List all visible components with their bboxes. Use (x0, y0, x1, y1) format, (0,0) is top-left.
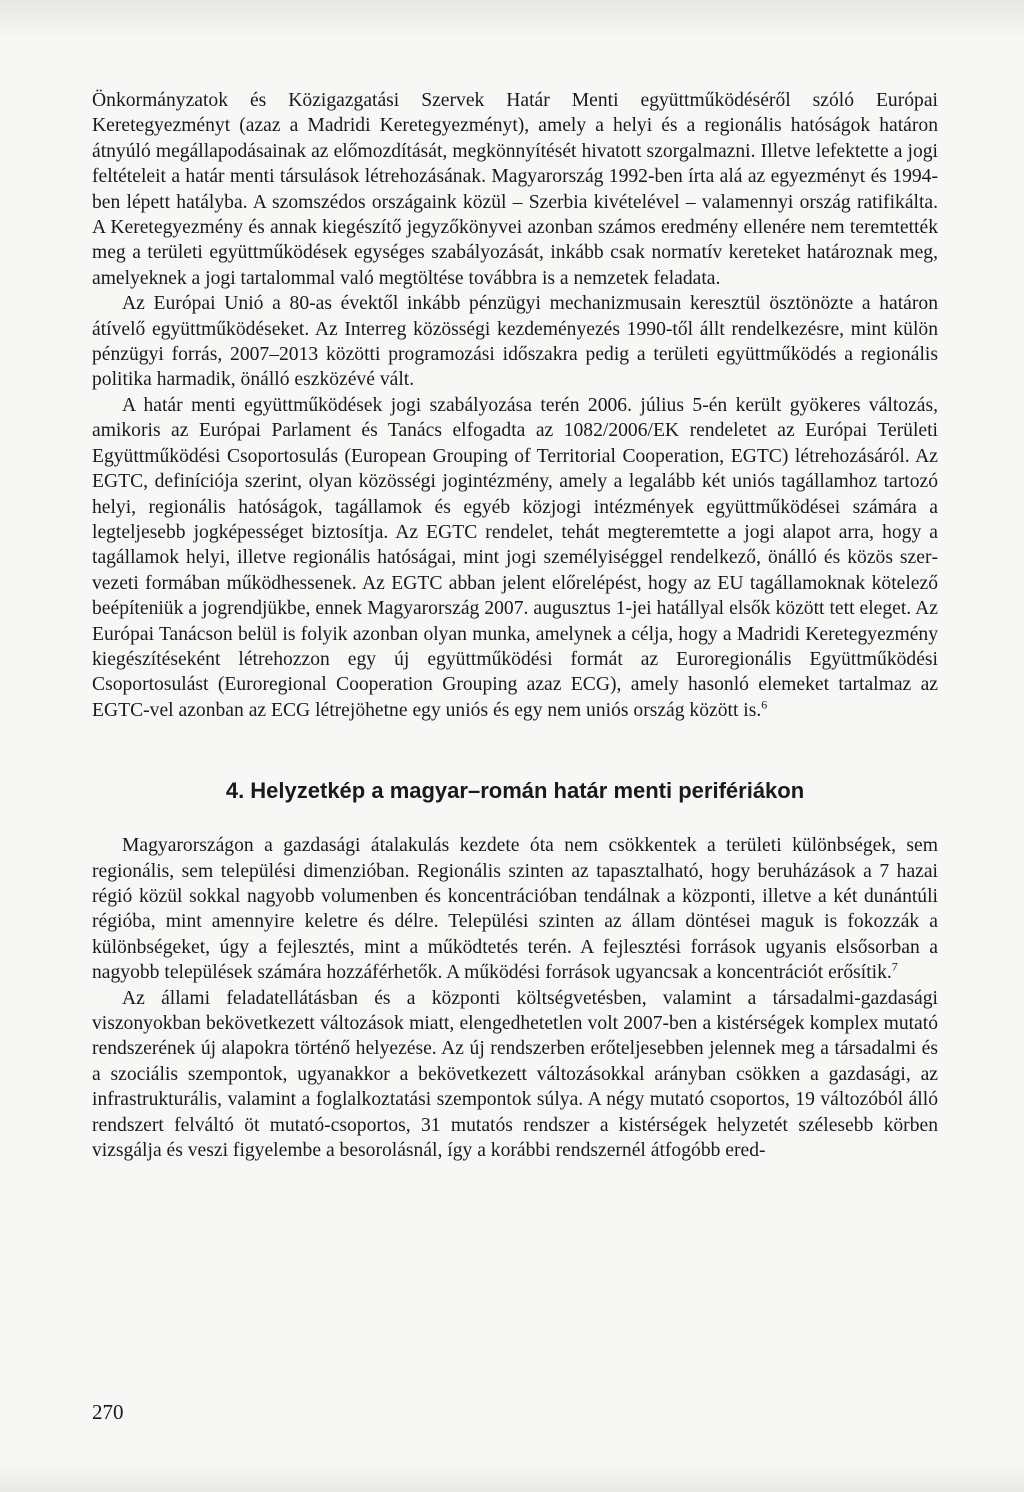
paragraph-3 (92, 393, 938, 723)
paragraph-4 (92, 833, 938, 985)
page-number: 270 (92, 1400, 124, 1424)
section-heading: 4. Helyzetkép a magyar–román határ menti perifériákon (225, 778, 805, 804)
paragraph-4-text: Magyarországon a gazdasági átalakulás kezdete óta nem csökkentek a területi különbségek, sem regionális, sem települési dimenzióban. Regionális szinten az tapasztalható, hogy beruházások a 7 hazai régió közül sokkal nagyobb volumenben és koncentrációban tendálnak a központi, illetve a két dunántúli régióba, mint amennyire keletre és délre. Települési szinten az állam döntései maguk is fokozzák a különbségeket, úgy a fejlesztés, mint a működtetés terén. A fejlesztési források ugyanis elsősorban a nagyobb települések számára hozzáférhetők. A működési források ugyancsak a koncentrációt erősítik. (92, 835, 938, 984)
paragraph-1: Önkormányzatok és Közigazgatási Szervek Határ Menti együttműködéséről szóló Európai Keretegyezményt (azaz a Madridi Keretegyezményt), amely a helyi és a regionális hatóságok határon átnyúló megállapodásainak az előmozdítását, megkönnyítését hivatott szorgalmazni. Illetve lefektette a jogi feltételeit a határ menti társulások létrehozásának. Magyarország 1992-ben írta alá az egyezményt és 1994-ben lépett hatályba. A szomszédos országaink közül – Szerbia kivételével – valamennyi ország ratifikálta. A Keretegyezmény és annak kiegészítő jegyzőkönyvei azonban számos eredmény ellenére nem teremtették meg a területi együttműködések egységes szabályozását, inkább csak normatív kereteket határoznak meg, amelyeknek a jogi tartalommal való megtöltése továbbra is a nemzetek feladata. (92, 90, 938, 289)
document-page (92, 88, 938, 1163)
paragraph-2: Az Európai Unió a 80-as évektől inkább pénzügyi mechanizmusain keresztül ösztönözte a határon átívelő együttműködéseket. Az Interreg közösségi kezdeményezés 1990-től állt rendelkezésre, mint külön pénzügyi forrás, 2007–2013 közötti programozási időszakra pedig a területi együttműködés a regionális politika harmadik, önálló eszközévé vált. (92, 293, 938, 391)
paragraph-3-text: A határ menti együttműködések jogi szabályozása terén 2006. július 5-én került gyökeres változás, amikoris az Európai Parlament és Tanács elfogadta az 1082/2006/EK rendeletet az Európai Területi Együttműködési Csoportosulás (European Grouping of Territorial Cooperation, EGTC) létrehozásáról. Az EGTC, definíciója szerint, olyan közösségi jogintézmény, amely a legalább két uniós tagállamhoz tartozó helyi, regionális hatóságok, tagállamok és egyéb közjogi intézmények együttműködései számára a legteljesebb jogképességet biztosítja. Az EGTC rendelet, tehát megteremtette a jogi alapot arra, hogy a tagállamok helyi, illetve regionális hatóságai, mint jogi személyiséggel rendelkező, önálló és közös szervezeti formában működhessenek. Az EGTC abban jelent előrelépést, hogy az EU tagállamoknak kötelező beépíteniük a jogrendjükbe, ennek Magyarország 2007. augusztus 1-jei hatállyal elsők között tett eleget. Az Európai Tanácson belül is folyik azonban olyan munka, amelynek a célja, hogy a Madridi Keretegyezmény kiegészítéseként létrehozzon egy új együttműködési formát az Euroregionális Együttműködési Csoportosulást (Euroregional Cooperation Grouping azaz ECG), amely hasonló elemeket tartalmaz az EGTC-vel azonban az ECG létrejöhetne egy uniós és egy nem uniós ország között is. (92, 394, 938, 721)
paragraph-5: Az állami feladatellátásban és a központi költségvetésben, valamint a társadalmi-gazdasági viszonyokban bekövetkezett változások miatt, elengedhetetlen volt 2007-ben a kistérségek komplex mutató rendszerének új alapokra történő helyezése. Az új rendszerben erőteljesebben jelennek meg a társadalmi és a szociális szempontok, ugyanakkor a bekövetkezett változásokkal arányban csökken a gazdasági, az infrastrukturális, valamint a foglalkoztatási szempontok súlya. A négy mutató csoportos, 19 változóból álló rendszert felváltó öt mutató-csoportos, 31 mutatós rendszer a kistérségek helyzetét szélesebb körben vizsgálja és veszi figyelembe a besorolásnál, így a korábbi rendszernél átfogóbb ered- (92, 987, 938, 1162)
scan-edge-top (0, 0, 1024, 40)
footnote-ref-6: 6 (761, 697, 768, 712)
scan-edge-bottom (0, 1462, 1024, 1492)
footnote-ref-7: 7 (891, 959, 898, 974)
